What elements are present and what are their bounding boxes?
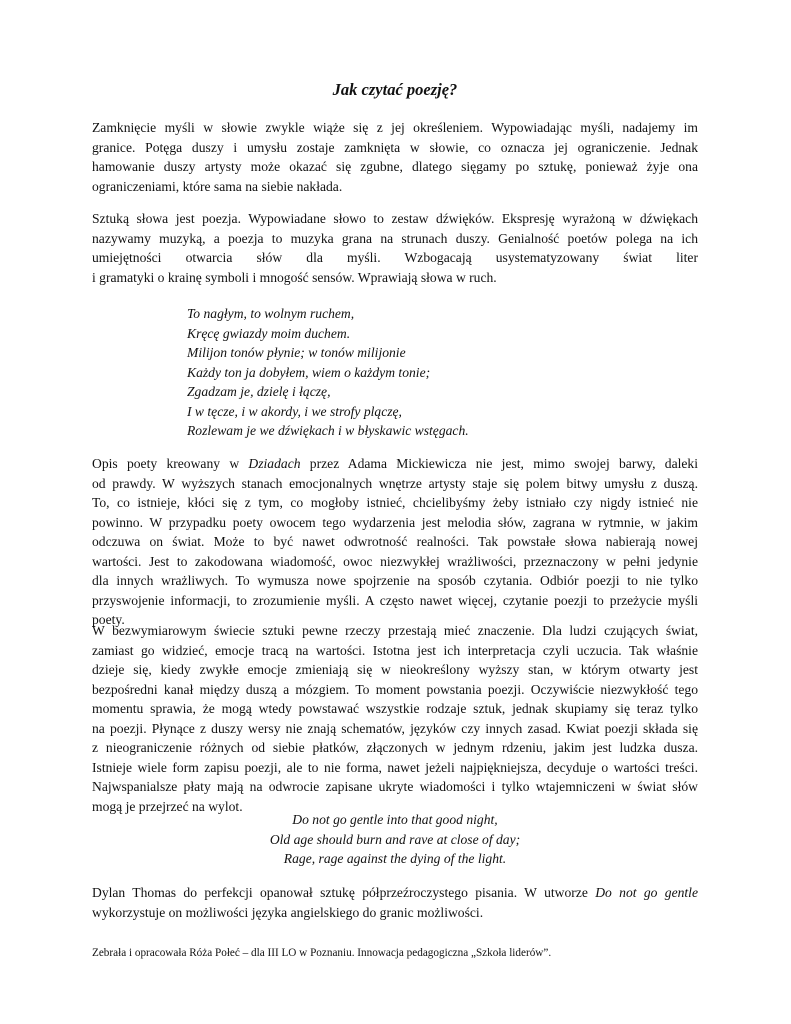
poem-line: To nagłym, to wolnym ruchem,: [187, 306, 355, 321]
paragraph-line: bezpośredni kanał między duszą a mózgiem. To moment powstania poezji. Oczywiście niezwykłość tego: [92, 681, 698, 697]
paragraph-line: powinno. W przypadku poety owocem tego wydarzenia jest melodia słów, zagrana w rytmnie, w jakim: [92, 514, 698, 530]
poem-line: Do not go gentle into that good night,: [292, 812, 498, 827]
poem-line: Każdy ton ja dobyłem, wiem o każdym tonie;: [187, 364, 431, 380]
poem-line: I w tęcze, i w akordy, i we strofy plączę,: [187, 403, 402, 419]
paragraph-line: zamiast go widzieć, emocje tracą na wartości. Istotna jest ich interpretacja czyli uczucia. Tak właśnie: [92, 642, 698, 658]
paragraph-line: Najwspanialsze płaty mają na odwrocie zapisane ukryte wiadomości i tylko wtajemniczeni w świat słów: [92, 779, 698, 794]
paragraph-art-world: [92, 621, 698, 816]
paragraph-line: nazywamy muzyką, a poezja to muzyka grana na strunach duszy. Genialność poetów polega na ich: [92, 230, 698, 246]
paragraph-poetry-definition: [92, 209, 698, 287]
paragraph-line: dzieje się, kiedy zwykłe emocje zmieniają się w nieokreślony wyższy stan, w którym otwarty jest: [92, 662, 698, 677]
paragraph-intro: [92, 118, 698, 196]
paragraph-line: momentu sprawia, że mogą wtedy powstawać wszystkie rodzaje sztuk, jednak skupiamy się teraz tylko: [92, 701, 698, 716]
paragraph-line: mogą je przejrzeć na wylot.: [92, 798, 243, 814]
paragraph-line: Zamknięcie myśli w słowie zwykle wiąże się z jej określeniem. Wypowiadając myśli, nadajemy im: [92, 120, 698, 135]
poem-line: Rage, rage against the dying of the light.: [283, 851, 507, 866]
footer-credit: Zebrała i opracowała Róża Połeć – dla III LO w Poznaniu. Innowacja pedagogiczna „Szkoła liderów”.: [92, 947, 552, 959]
book-title-italic: Dziadach: [248, 456, 301, 471]
paragraph-line: [92, 883, 698, 903]
paragraph-line: To, co istnieje, kłóci się z tym, co mogłoby istnieć, chcielibyśmy żeby istniało czy nigdy istnieć nie: [92, 495, 698, 510]
paragraph-line: ograniczeniami, które sama na siebie nakłada.: [92, 178, 343, 194]
poem-line: Kręcę gwiazdy moim duchem.: [187, 325, 351, 341]
document-page: [92, 0, 698, 1024]
poem-line: Rozlewam je we dźwiękach i w błyskawic wstęgach.: [187, 423, 469, 438]
paragraph-line: umiejętności otwarcia słów dla myśli. Wzbogacają usystematyzowany świat liter: [92, 250, 698, 265]
paragraph-line: odczuwa on świat. Może to być nawet odwrotność realności. Tak powstałe słowa nabierają nowej: [92, 534, 698, 549]
paragraph-line: W bezwymiarowym świecie sztuki pewne rzeczy przestają mieć znaczenie. Dla ludzi czujących świat,: [92, 623, 698, 638]
paragraph-line: poety.: [92, 612, 125, 627]
paragraph-line: wartości. Jest to zakodowana wiadomość, owoc niezwykłej wrażliwości, przeznaczony w pełni jedynie: [92, 553, 698, 569]
poem-quote-thomas: [92, 810, 698, 869]
poem-line: Zgadzam je, dzielę i łączę,: [187, 384, 331, 399]
paragraph-dylan-thomas: [92, 883, 698, 922]
paragraph-line: i gramatyki o krainę symboli i mnogość sensów. Wprawiają słowa w ruch.: [92, 269, 497, 285]
paragraph-line: Istnieje wiele form zapisu poezji, ale to nie forma, nawet jeżeli najpiękniejsza, decyduje o wartości treści.: [92, 759, 698, 775]
paragraph-line: Sztuką słowa jest poezja. Wypowiadane słowo to zestaw dźwięków. Ekspresję wyrażoną w dźwiękach: [92, 211, 698, 226]
text-run: Dylan Thomas do perfekcji opanował sztukę półprzeźroczystego pisania. W utworze: [92, 885, 596, 900]
page-title: Jak czytać poezję?: [332, 80, 458, 99]
text-run: Opis poety kreowany w: [92, 456, 249, 471]
poem-quote-mickiewicz: [187, 304, 469, 441]
paragraph-line: granice. Potęga duszy i umysłu zostaje zamknięta w słowie, co oznacza jej ograniczenie. Jednak: [92, 139, 698, 155]
paragraph-line: przyswojenie informacji, to zrozumienie myśli. A często nawet więcej, czytanie poezji to przeżycie myśli: [92, 592, 698, 608]
text-run: przez Adama Mickiewicza nie jest, mimo swojej barwy, daleki: [300, 456, 698, 471]
poem-line: Old age should burn and rave at close of day;: [269, 831, 521, 847]
poem-line: Milijon tonów płynie; w tonów milijonie: [187, 345, 406, 360]
paragraph-line: wykorzystuje on możliwości języka angielskiego do granic możliwości.: [92, 904, 484, 920]
paragraph-line: z nieograniczenie różnych od siebie płatków, złączonych w jednym rdzeniu, jakim jest ludzka dusza.: [92, 740, 698, 755]
paragraph-dziady: [92, 454, 698, 630]
paragraph-line: od prawdy. W wyższych stanach emocjonalnych wnętrze artysty staje się polem bitwy umysłu z duszą.: [92, 475, 698, 491]
paragraph-line: na poezji. Płynące z duszy wersy nie znają schematów, języków czy innych zasad. Kwiat poezji składa się: [92, 720, 698, 736]
poem-title-italic: Do not go gentle: [595, 885, 698, 900]
paragraph-line: dla innych wrażliwych. To wymusza nowe spojrzenie na sposób czytania. Odbiór poezji to nie tylko: [92, 573, 698, 588]
paragraph-line: [92, 454, 698, 474]
paragraph-line: hamowanie duszy artysty może okazać się zgubne, dlatego sięgamy po sztukę, ponieważ żyje ona: [92, 159, 698, 174]
